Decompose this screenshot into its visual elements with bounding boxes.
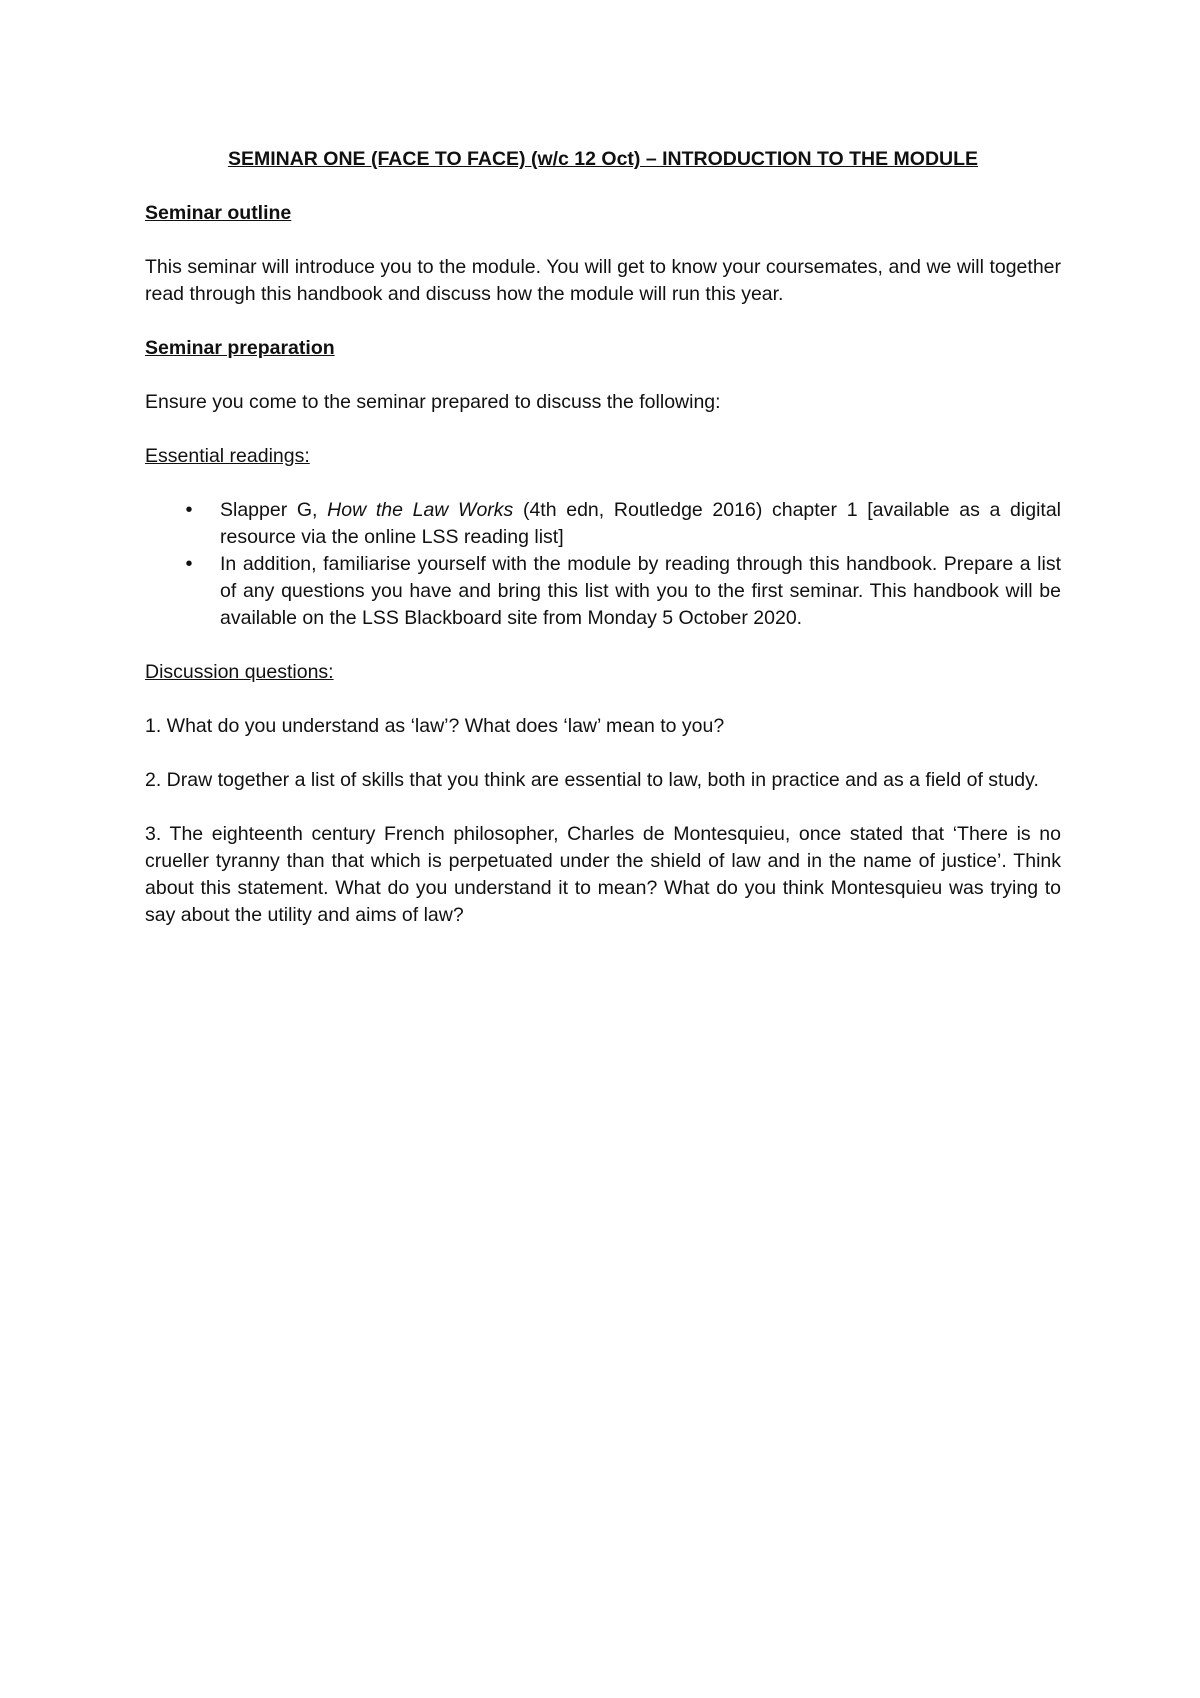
preparation-heading: Seminar preparation: [145, 337, 335, 359]
list-item: [145, 497, 1061, 551]
discussion-heading: Discussion questions:: [145, 661, 334, 683]
reading-2-text: In addition, familiarise yourself with the module by reading through this handbook. Prepare a list of any questions you have and bring this list with you to the first seminar. This handbook will be available on the LSS Blackboard site from Monday 5 October 2020.: [220, 553, 1061, 629]
list-item: [145, 551, 1061, 632]
bullet-icon: [183, 551, 195, 578]
question-number: 1.: [145, 715, 162, 737]
page-title: SEMINAR ONE (FACE TO FACE) (w/c 12 Oct) – INTRODUCTION TO THE MODULE: [227, 148, 979, 170]
question-number: 2.: [145, 769, 162, 791]
readings-heading: Essential readings:: [145, 445, 310, 467]
discussion-question-3: [145, 821, 1061, 929]
question-number: 3.: [145, 823, 162, 845]
reading-1-before: Slapper G,: [220, 499, 328, 521]
discussion-question-1: [145, 713, 1061, 740]
bullet-icon: [183, 497, 195, 524]
reading-1-after: (4th edn, Routledge 2016) chapter 1 [available as a digital resource via the online LSS reading list]: [220, 499, 1062, 548]
question-text: What do you understand as ‘law’? What does ‘law’ mean to you?: [161, 715, 725, 737]
readings-list: [145, 497, 1061, 632]
document-body: [145, 146, 1061, 956]
reading-1-book-title: How the Law Works: [327, 499, 514, 521]
discussion-question-2: [145, 767, 1061, 794]
outline-heading: Seminar outline: [145, 202, 292, 224]
question-text: The eighteenth century French philosopher, Charles de Montesquieu, once stated that ‘There is no crueller tyranny than that which is perpetuated under the shield of law and in the name of justice’. Think about this statement. What do you understand it to mean? What do you think Montesquieu was trying to say about the utility and aims of law?: [145, 823, 1061, 926]
outline-text: This seminar will introduce you to the module. You will get to know your coursemates, and we will together read through this handbook and discuss how the module will run this year.: [145, 256, 1061, 305]
question-text: Draw together a list of skills that you think are essential to law, both in practice and as a field of study.: [161, 769, 1039, 791]
preparation-intro: Ensure you come to the seminar prepared to discuss the following:: [145, 391, 721, 413]
